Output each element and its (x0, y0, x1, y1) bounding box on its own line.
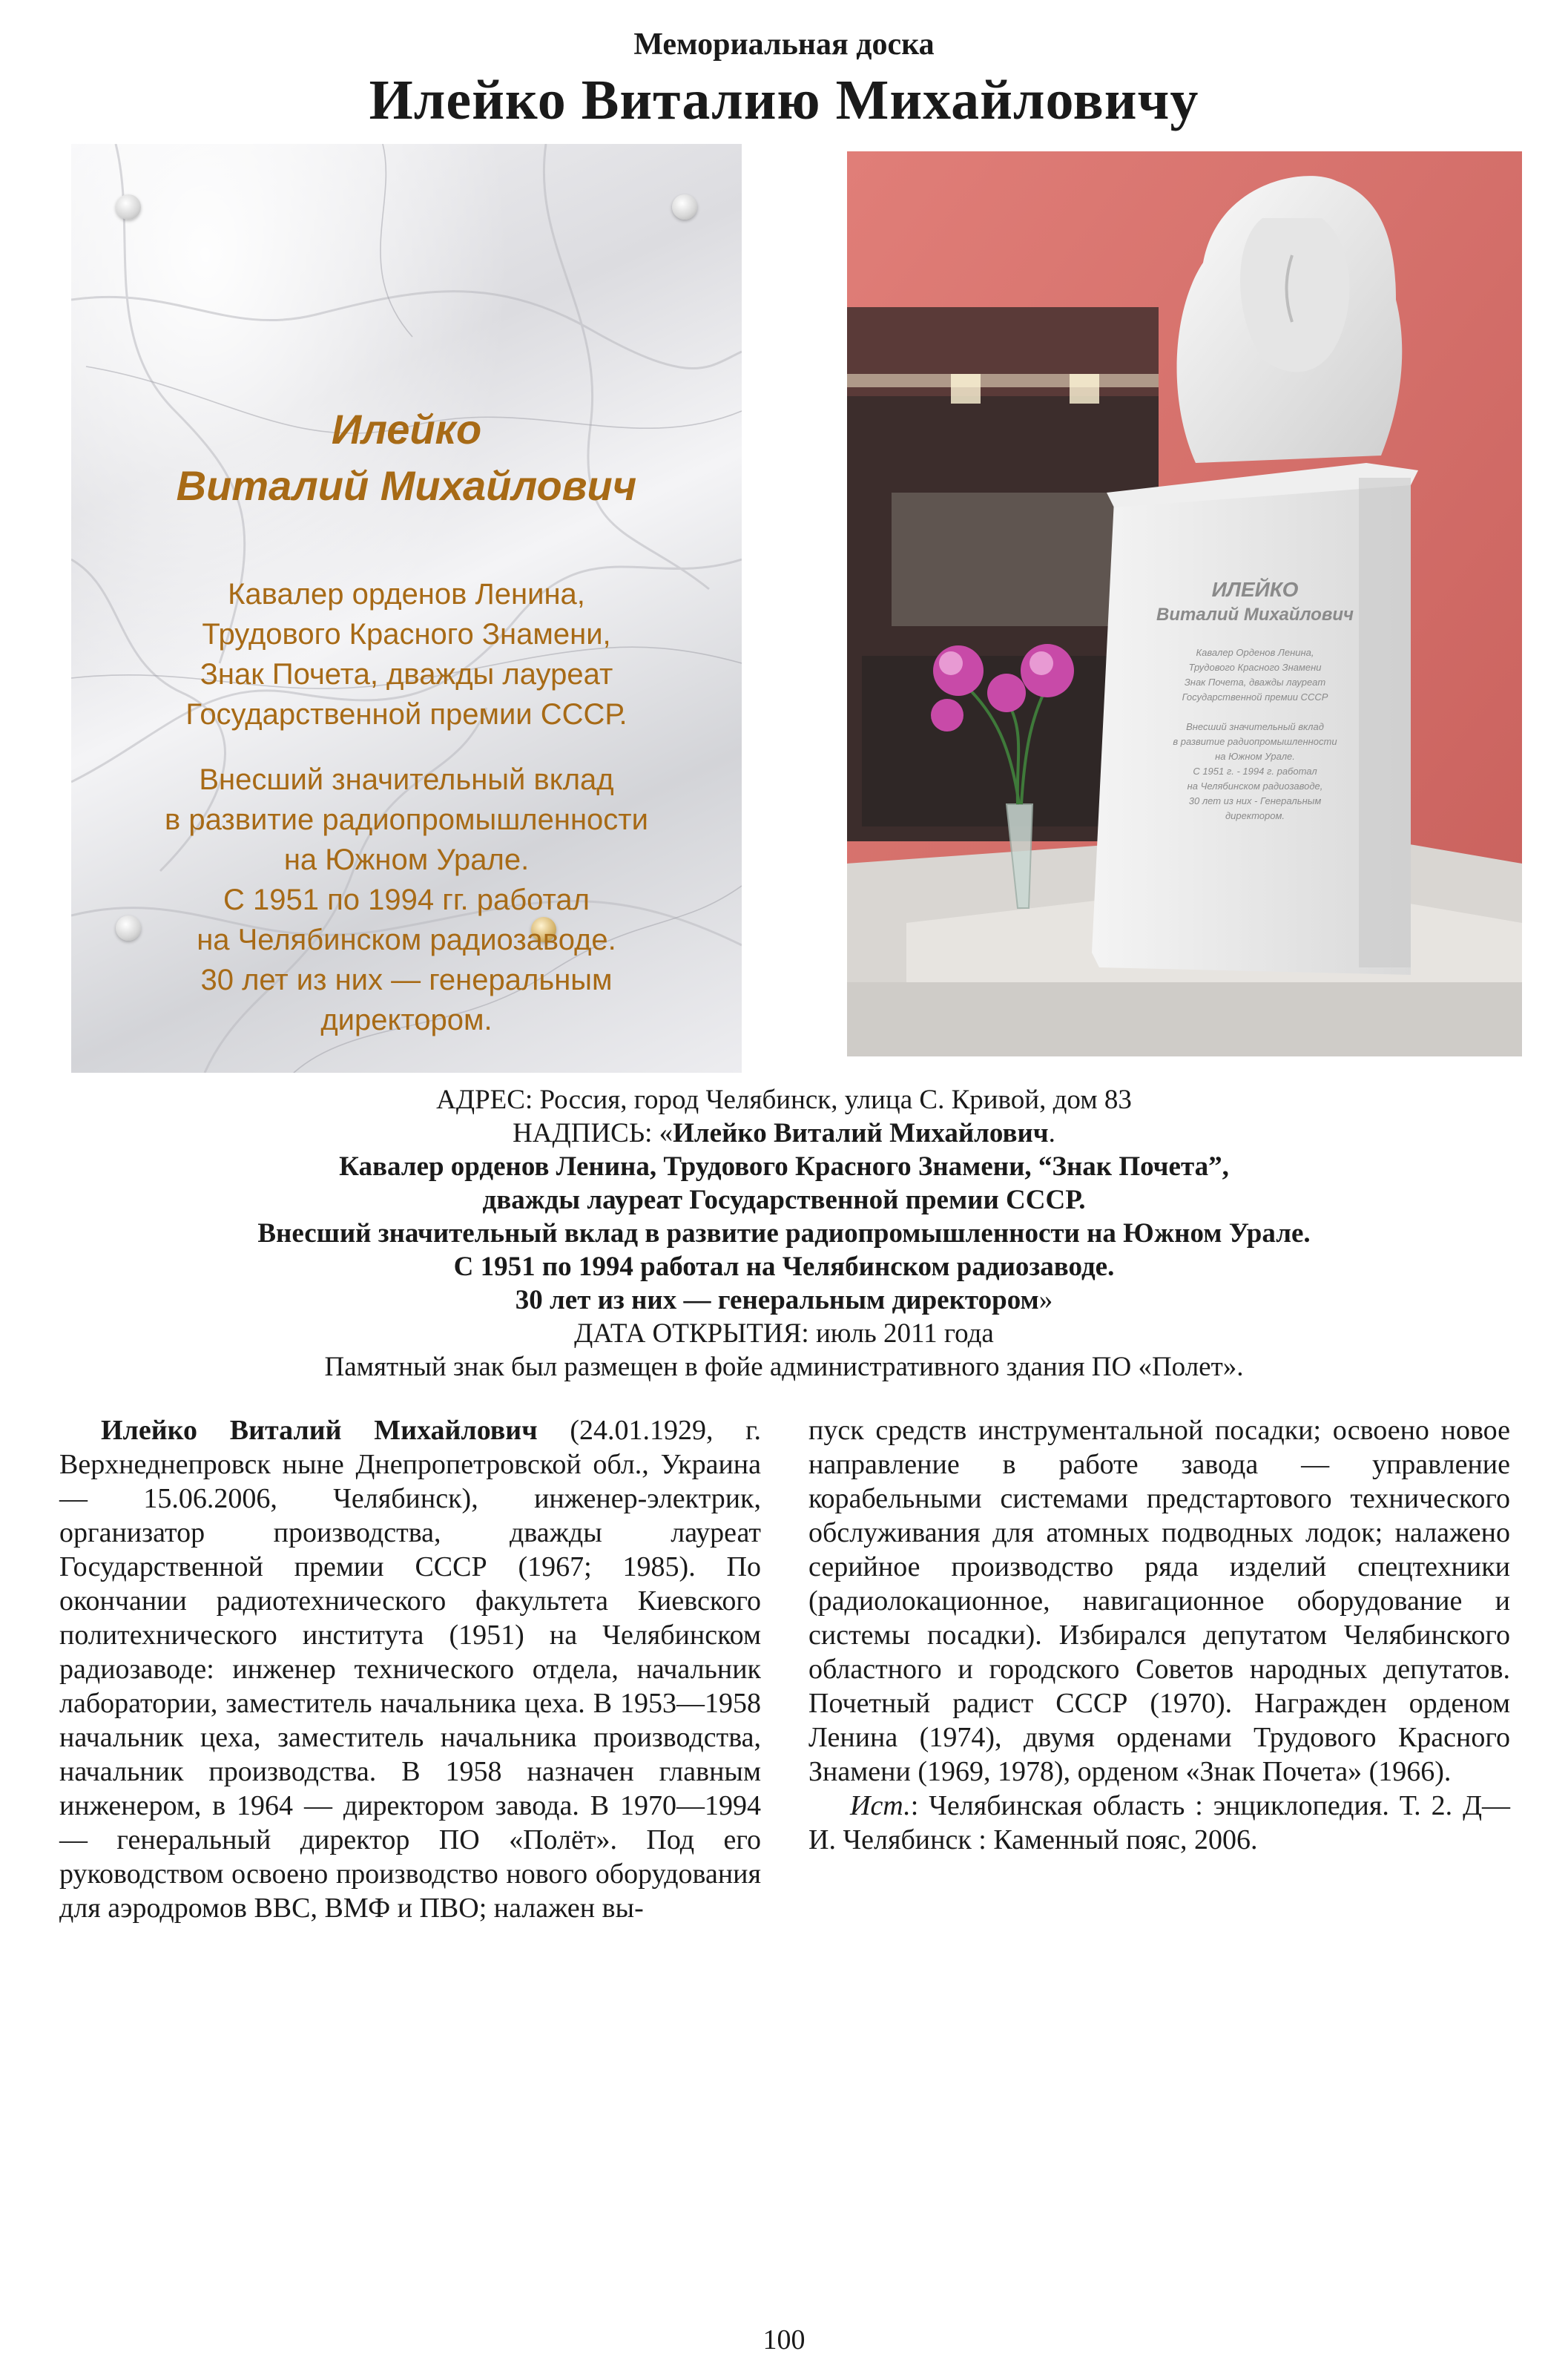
plaque-surname: Илейко (331, 406, 482, 453)
source-text: : Челябинская область : энциклопедия. Т. 2. Д—И. Челябинск : Каменный пояс, 2006. (808, 1790, 1510, 1855)
monument-plaque-line: Государственной премии СССР (1182, 691, 1328, 703)
marble-plaque-image (71, 144, 742, 1073)
plaque-contribution-line: Внесший значительный вклад (199, 763, 614, 796)
plaque-given-names: Виталий Михайлович (176, 462, 637, 509)
source-reference (808, 1789, 1510, 1857)
plaque-contribution-line: на Южном Урале. (283, 844, 530, 876)
plaque-contribution-line: С 1951 по 1994 гг. работал (223, 884, 590, 916)
opening-label: ДАТА ОТКРЫТИЯ: (574, 1318, 809, 1349)
biography-paragraph (59, 1413, 761, 1925)
inscription-line-2: Кавалер орденов Ленина, Трудового Красного Знамени, “Знак Почета”, (339, 1151, 1229, 1182)
monument-plaque-line: С 1951 г. - 1994 г. работал (1193, 766, 1317, 777)
inscription-close-quote: » (1038, 1285, 1053, 1315)
monument-photo-drawing (847, 151, 1522, 1056)
page-number: 100 (762, 2324, 806, 2355)
inscription-line-3: дважды лауреат Государственной премии СССР. (482, 1185, 1086, 1215)
biography-text-left: (24.01.1929, г. Верхнеднепровск ныне Днепропетровской обл., Украина — 15.06.2006, Челябинск), инженер-электрик, организатор производства, дважды лауреат Государственной премии СССР (1967; 1985). По окончании радиотехнического факультета Киевского политехнического института (1951) на Челябинском радиозаводе: инженер технического отдела, начальник лаборатории, заместитель начальника цеха. В 1953—1958 начальник цеха, заместитель начальника производства, начальник производства. В 1958 назначен главным инженером, в 1964 — директором завода. В 1970—1994 — генеральный директор ПО «Полёт». Под его руководством освоено производство нового оборудования для аэродромов ВВС, ВМФ и ПВО; налажен вы- (59, 1415, 761, 1924)
inscription-line-1 (0, 1117, 1568, 1150)
monument-plaque-line: Внесший значительный вклад (1186, 721, 1324, 732)
address-value: Россия, город Челябинск, улица С. Кривой, дом 83 (539, 1085, 1132, 1115)
inscription-line-4: Внесший значительный вклад в развитие радиопромышленности на Южном Урале. (257, 1218, 1311, 1249)
monument-plaque-name-1: ИЛЕЙКО (1211, 578, 1299, 601)
monument-plaque-line: директором. (1225, 810, 1285, 821)
address-line (0, 1083, 1568, 1117)
plaque-contribution-line: в развитие радиопромышленности (165, 803, 648, 836)
plaque-awards-line: Знак Почета, дважды лауреат (200, 658, 613, 691)
inscription-line-6-text: 30 лет из них — генеральным директором (515, 1285, 1039, 1315)
page-title: Илейко Виталию Михайловичу (369, 69, 1199, 131)
address-label: АДРЕС: (436, 1085, 533, 1115)
screw-top-left (116, 194, 141, 220)
inscription-name: Илейко Виталий Михайлович (673, 1118, 1049, 1148)
page-subtitle: Мемориальная доска (633, 27, 935, 62)
biography-right-column (808, 1413, 1510, 1857)
inscription-label: НАДПИСЬ: (513, 1118, 653, 1148)
monument-plaque-name-2: Виталий Михайлович (1156, 605, 1354, 625)
source-label: Ист. (850, 1790, 911, 1821)
monument-plaque-line: на Челябинском радиозаводе, (1187, 780, 1323, 792)
plaque-contribution-line: 30 лет из них — генеральным (200, 964, 613, 996)
plaque-awards-line: Трудового Красного Знамени, (202, 618, 611, 651)
opening-value: июль 2011 года (815, 1318, 994, 1349)
inscription-name-period: . (1048, 1118, 1055, 1148)
monument-photo (847, 151, 1522, 1056)
screw-top-right (672, 194, 697, 220)
plaque-awards-line: Государственной премии СССР. (185, 698, 627, 731)
biography-left-column (59, 1413, 761, 1925)
opening-date-line (0, 1317, 1568, 1350)
inscription-line-6 (0, 1283, 1568, 1317)
inscription-open-quote: « (659, 1118, 673, 1148)
biography-person-name: Илейко Виталий Михайлович (101, 1415, 538, 1446)
monument-plaque-line: 30 лет из них - Генеральным (1188, 795, 1322, 806)
monument-plaque-line: на Южном Урале. (1215, 751, 1295, 762)
biography-text-right: пуск средств инструментальной посадки; освоено новое направление в работе завода — управление корабельными системами предстартового технического обслуживания для атомных подводных лодок; налажено серийное производство ряда изделий спецтехники (радиолокационное, навигационное оборудование и системы посадки). Избирался депутатом Челябинского областного и городского Советов народных депутатов. Почетный радист СССР (1970). Награжден орденом Ленина (1974), двумя орденами Трудового Красного Знамени (1969, 1978), орденом «Знак Почета» (1966). (808, 1415, 1510, 1787)
plaque-contribution-line: директором. (320, 1004, 493, 1036)
monument-plaque-line: Трудового Красного Знамени (1188, 662, 1322, 673)
monument-plaque-line: Кавалер Орденов Ленина, (1196, 647, 1314, 658)
monument-plaque-line: в развитие радиопромышленности (1173, 736, 1337, 747)
plaque-caption (0, 1083, 1568, 1384)
plaque-contribution-line: на Челябинском радиозаводе. (197, 924, 616, 956)
location-note: Памятный знак был размещен в фойе административного здания ПО «Полет». (324, 1352, 1244, 1382)
inscription-line-5: С 1951 по 1994 работал на Челябинском радиозаводе. (453, 1252, 1115, 1282)
monument-plaque-line: Знак Почета, дважды лауреат (1184, 677, 1326, 688)
plaque-awards-line: Кавалер орденов Ленина, (228, 578, 585, 611)
